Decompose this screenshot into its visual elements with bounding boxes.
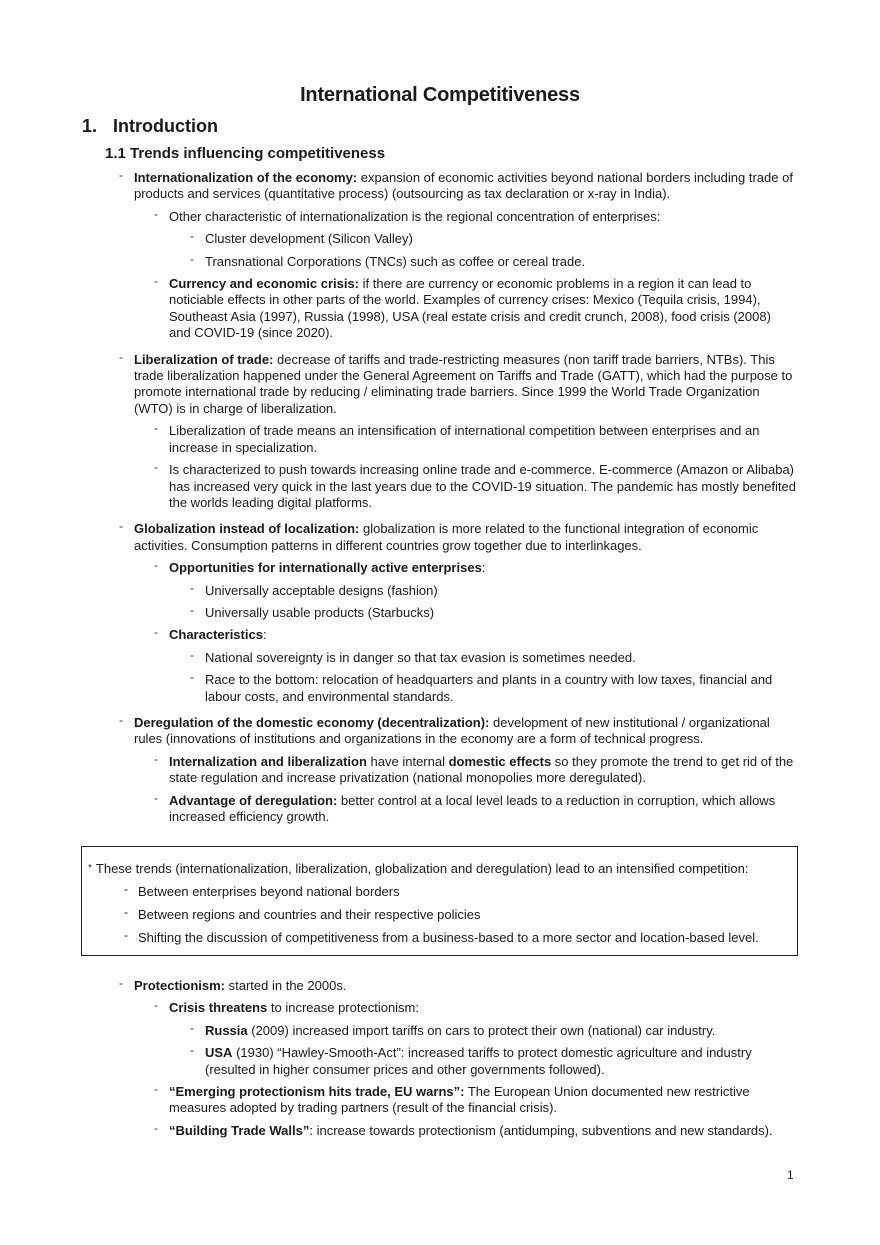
list-item xyxy=(190,251,796,270)
list-item xyxy=(154,1120,796,1139)
list-item xyxy=(190,580,796,599)
dash-bullet-icon: - xyxy=(119,168,123,182)
list-item-description: (1930) “Hawley-Smooth-Act”: increased tariffs to protect domestic agriculture and industry (resulted in higher consumer prices and other governments followed). xyxy=(205,1045,752,1077)
dash-bullet-icon: - xyxy=(154,751,158,766)
list-item-term: Crisis threatens xyxy=(169,1000,268,1016)
dash-bullet-icon: - xyxy=(119,976,123,990)
list-item-text xyxy=(169,462,796,511)
list-item-description: have internal xyxy=(366,753,449,769)
dash-bullet-icon: - xyxy=(124,905,128,919)
list-item-text xyxy=(169,1123,796,1139)
dash-bullet-icon: - xyxy=(154,206,158,221)
dash-bullet-icon: - xyxy=(190,647,194,662)
list-item xyxy=(154,274,796,342)
list-item-term: Russia xyxy=(205,1022,248,1038)
page-number: 1 xyxy=(787,1168,794,1182)
list-item-description: Liberalization of trade means an intensification of international competition between enterprises and an increase in specialization. xyxy=(169,423,760,455)
section-number: 1. xyxy=(82,116,98,136)
list-item-description: development of new institutional / organizational rules (innovations of institutions and organizations in the economy are a form of technical progress. xyxy=(134,714,770,747)
list-item-text xyxy=(169,1000,796,1016)
list-item-text xyxy=(134,521,796,554)
list-item-term: Currency and economic crisis: xyxy=(169,276,360,292)
list-item-description: : xyxy=(481,560,486,576)
dash-bullet-icon: - xyxy=(190,229,194,244)
list-item-text xyxy=(205,650,796,666)
protectionism-list xyxy=(0,978,880,1145)
list-item xyxy=(190,602,796,621)
list-item-description: started in the 2000s. xyxy=(225,978,347,993)
dash-bullet-icon: - xyxy=(154,421,158,436)
list-item xyxy=(154,421,796,456)
list-item xyxy=(119,519,796,554)
dash-bullet-icon: - xyxy=(190,251,194,266)
list-item xyxy=(190,229,796,247)
list-item xyxy=(190,670,796,705)
list-item-text xyxy=(205,605,796,621)
dash-bullet-icon: - xyxy=(154,558,158,573)
summary-box xyxy=(81,846,798,956)
dash-bullet-icon: - xyxy=(154,460,158,475)
list-item xyxy=(154,998,796,1016)
list-item-term: “Building Trade Walls” xyxy=(169,1122,310,1138)
list-item-description: so they promote the trend to get rid of the state regulation and increase privatization (national monopolies more deregulated). xyxy=(169,753,794,786)
dash-bullet-icon: - xyxy=(190,1020,194,1035)
list-item-description: Universally usable products (Starbucks) xyxy=(205,604,435,620)
list-item-text xyxy=(169,560,796,576)
dash-bullet-icon: - xyxy=(154,998,158,1013)
list-item-description: Cluster development (Silicon Valley) xyxy=(205,231,413,247)
list-item-text xyxy=(169,423,796,456)
list-item-text xyxy=(205,583,796,599)
list-item-text xyxy=(205,254,796,270)
dash-bullet-icon: - xyxy=(119,349,123,364)
summary-item xyxy=(124,928,759,946)
list-item-text xyxy=(169,1084,796,1117)
dash-bullet-icon: - xyxy=(190,602,194,617)
section-title: Introduction xyxy=(113,116,218,136)
list-item-text xyxy=(134,352,796,418)
list-item-description: better control at a local level leads to a reduction in corruption, which allows increased efficiency growth. xyxy=(169,792,776,824)
list-item-text xyxy=(169,627,796,643)
list-item-text xyxy=(134,170,796,203)
dash-bullet-icon: - xyxy=(190,1043,194,1058)
list-item-description: Transnational Corporations (TNCs) such as coffee or cereal trade. xyxy=(205,253,586,269)
list-item-description: to increase protectionism: xyxy=(267,1000,419,1016)
list-item-term: Internalization and liberalization xyxy=(169,753,367,769)
list-item-text xyxy=(205,231,796,247)
summary-item-text: Between regions and countries and their respective policies xyxy=(138,907,481,922)
list-item xyxy=(119,712,796,748)
list-item xyxy=(154,460,796,511)
list-item xyxy=(119,349,796,418)
list-item-description: (2009) increased import tariffs on cars to protect their own (national) car industry. xyxy=(247,1022,716,1038)
list-item xyxy=(154,751,796,787)
list-item-description: expansion of economic activities beyond national borders including trade of products and services (quantitative process) (outsourcing as tax declaration or x-ray in India). xyxy=(134,170,793,202)
list-item-text xyxy=(134,978,796,994)
document-title: International Competitiveness xyxy=(300,84,580,106)
summary-item xyxy=(124,905,481,923)
dash-bullet-icon: - xyxy=(190,580,194,595)
list-item-description: decrease of tariffs and trade-restricting measures (non tariff trade barriers, NTBs). This trade liberalization happened under the General Agreement on Tariffs and Trade (GATT), which had the purpose to promote international trade by reducing / eliminating trade barriers. Since 1999 the World Trade Organization (WTO) is in charge of liberalization. xyxy=(134,351,793,416)
summary-item-text: Between enterprises beyond national borders xyxy=(138,884,400,899)
list-item-text xyxy=(169,209,796,225)
list-item xyxy=(154,1082,796,1117)
dash-bullet-icon: - xyxy=(154,790,158,805)
summary-lead-text: These trends (internationalization, liberalization, globalization and deregulation) lead to an intensified competition: xyxy=(95,861,749,876)
list-item-description: : increase towards protectionism (antidumping, subventions and new standards). xyxy=(309,1122,773,1138)
list-item xyxy=(190,1043,796,1078)
list-item xyxy=(154,206,796,225)
dash-bullet-icon: - xyxy=(190,670,194,685)
list-item-term: “Emerging protectionism hits trade, EU warns”: xyxy=(169,1084,465,1100)
list-item-description: globalization is more related to the functional integration of economic activities. Consumption patterns in different countries grow together due to interlinkages. xyxy=(134,521,759,553)
list-item-text xyxy=(134,715,796,748)
dash-bullet-icon: - xyxy=(154,274,158,289)
summary-item-text: Shifting the discussion of competitiveness from a business-based to a more sector and location-based level. xyxy=(138,930,759,945)
list-item-text xyxy=(169,754,796,787)
list-item-text xyxy=(169,276,796,342)
list-item-text xyxy=(205,1023,796,1039)
list-item-term: Protectionism: xyxy=(134,978,226,993)
subsection-heading: 1.1 Trends influencing competitiveness xyxy=(105,145,386,162)
dash-bullet-icon: - xyxy=(119,519,123,534)
summary-item xyxy=(124,882,400,900)
dash-bullet-icon: - xyxy=(124,882,128,896)
list-item-description: Race to the bottom: relocation of headquarters and plants in a country with low taxes, financial and labour costs, and environmental standards. xyxy=(205,672,773,704)
list-item-term: Opportunities for internationally active enterprises xyxy=(169,560,482,576)
list-item xyxy=(154,790,796,826)
list-item-description: Other characteristic of internationalization is the regional concentration of enterprises: xyxy=(169,208,661,224)
list-item-term: Characteristics xyxy=(169,627,263,643)
dash-bullet-icon: - xyxy=(154,1120,158,1135)
list-item-text xyxy=(205,1045,796,1078)
dash-bullet-icon: - xyxy=(154,1082,158,1097)
list-item-term: Globalization instead of localization: xyxy=(134,521,360,537)
list-item-text xyxy=(169,793,796,826)
list-item xyxy=(119,976,796,994)
list-item-description: The European Union documented new restrictive measures adopted by trading partners (result of the financial crisis). xyxy=(169,1084,750,1116)
list-item-term: Advantage of deregulation: xyxy=(169,792,338,808)
dash-bullet-icon: - xyxy=(119,712,123,727)
list-item xyxy=(154,625,796,643)
list-item xyxy=(190,1020,796,1039)
list-item-text xyxy=(205,672,796,705)
list-item-term: domestic effects xyxy=(448,753,552,769)
summary-lead xyxy=(88,861,748,877)
list-item-description: National sovereignty is in danger so that tax evasion is sometimes needed. xyxy=(205,649,636,665)
list-item-term: Internationalization of the economy: xyxy=(134,170,358,185)
dash-bullet-icon: - xyxy=(124,928,128,942)
dash-bullet-icon: - xyxy=(154,625,158,640)
list-item-term: Liberalization of trade: xyxy=(134,351,274,367)
list-item-description: Is characterized to push towards increasing online trade and e-commerce. E-commerce (Amazon or Alibaba) has increased very quick in the last years due to the COVID-19 situation. The pandemic has mostly benefited the worlds leading digital platforms. xyxy=(169,462,796,510)
trends-list xyxy=(0,170,880,831)
list-item xyxy=(190,647,796,666)
list-item-description: Universally acceptable designs (fashion) xyxy=(205,582,438,598)
list-item-description: if there are currency or economic problems in a region it can lead to noticiable effects in other parts of the world. Examples of currency crises: Mexico (Tequila crisis, 1994), Southeast Asia (1997), Russia (1998), USA (real estate crisis and credit crunch, 2008), food crisis (2008) and COVID-19 (since 2020). xyxy=(169,276,771,341)
list-item xyxy=(154,558,796,576)
list-item-term: USA xyxy=(205,1045,233,1061)
asterisk-icon: * xyxy=(88,863,92,874)
list-item-term: Deregulation of the domestic economy (decentralization): xyxy=(134,714,490,730)
section-heading xyxy=(82,116,218,137)
list-item-description: : xyxy=(262,627,267,643)
list-item xyxy=(119,168,796,203)
